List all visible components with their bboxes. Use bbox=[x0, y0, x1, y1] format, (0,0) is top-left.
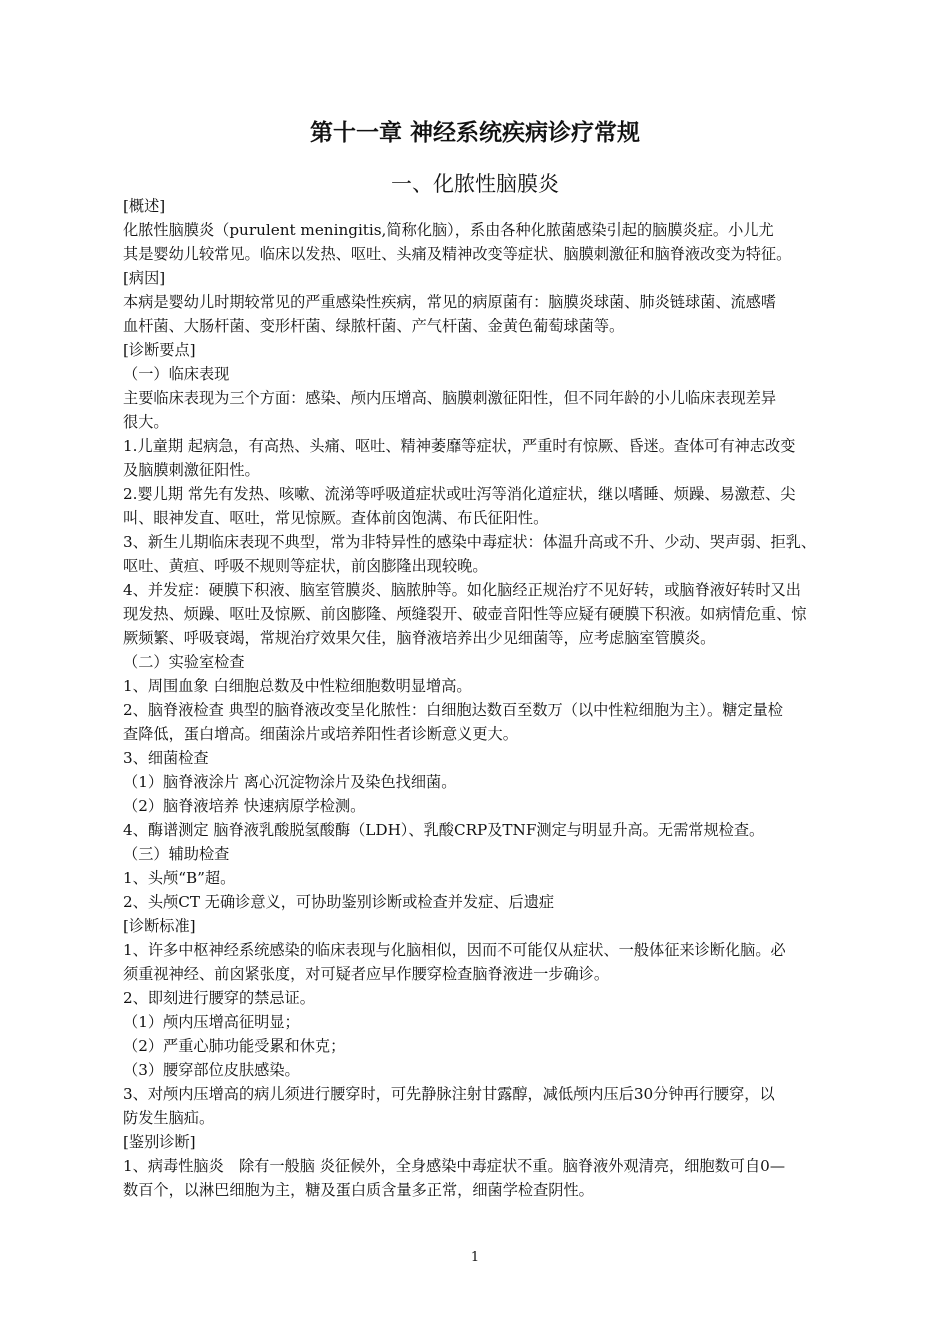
text-line: 现发热、烦躁、呕吐及惊厥、前囟膨隆、颅缝裂开、破壶音阳性等应疑有硬膜下积液。如病情危重、惊 bbox=[123, 605, 807, 623]
text-line: 叫、眼神发直、呕吐，常见惊厥。查体前囟饱满、布氏征阳性。 bbox=[123, 509, 549, 527]
text-line: 化脓性脑膜炎（purulent meningitis,简称化脑），系由各种化脓菌感染引起的脑膜炎症。小儿尤 bbox=[123, 221, 774, 239]
heading-etiology: [病因] bbox=[123, 269, 166, 287]
section-title: 一、化脓性脑膜炎 bbox=[391, 172, 559, 196]
text-line: 须重视神经、前囟紧张度，对可疑者应早作腰穿检查脑脊液进一步确诊。 bbox=[123, 965, 609, 983]
text-line: 3、新生儿期临床表现不典型，常为非特异性的感染中毒症状：体温升高或不升、少动、哭声弱、拒乳、 bbox=[123, 533, 817, 551]
text-line: 2、脑脊液检查 典型的脑脊液改变呈化脓性：白细胞达数百至数万（以中性粒细胞为主）。糖定量检 bbox=[123, 701, 783, 719]
text-line: 主要临床表现为三个方面：感染、颅内压增高、脑膜刺激征阳性，但不同年龄的小儿临床表现差异 bbox=[123, 389, 777, 407]
text-line: 本病是婴幼儿时期较常见的严重感染性疾病，常见的病原菌有：脑膜炎球菌、肺炎链球菌、流感嗜 bbox=[123, 293, 777, 311]
heading-diagnosis-points: [诊断要点] bbox=[123, 341, 196, 359]
subheading-lab: （二）实验室检查 bbox=[123, 653, 245, 671]
text-line: （2）严重心肺功能受累和休克； bbox=[123, 1037, 346, 1055]
text-line: 3、对颅内压增高的病儿须进行腰穿时，可先静脉注射甘露醇，减低颅内压后30分钟再行腰穿，以 bbox=[123, 1085, 775, 1103]
text-line: 1、病毒性脑炎 除有一般脑 炎征候外，全身感染中毒症状不重。脑脊液外观清亮，细胞数可自0— bbox=[123, 1157, 786, 1175]
text-line: 厥频繁、呼吸衰竭，常规治疗效果欠佳，脑脊液培养出少见细菌等，应考虑脑室管膜炎。 bbox=[123, 629, 716, 647]
text-line: 4、酶谱测定 脑脊液乳酸脱氢酸酶（LDH）、乳酸CRP及TNF测定与明显升高。无需常规检查。 bbox=[123, 821, 765, 839]
text-line: 2、即刻进行腰穿的禁忌证。 bbox=[123, 989, 315, 1007]
text-line: 3、细菌检查 bbox=[123, 749, 209, 767]
text-line: （1）脑脊液涂片 离心沉淀物涂片及染色找细菌。 bbox=[123, 773, 457, 791]
body-text bbox=[123, 194, 831, 1202]
heading-diagnostic-criteria: [诊断标准] bbox=[123, 917, 196, 935]
subheading-auxiliary: （三）辅助检查 bbox=[123, 845, 230, 863]
text-line: 数百个，以淋巴细胞为主，糖及蛋白质含量多正常，细菌学检查阴性。 bbox=[123, 1181, 594, 1199]
text-line: 1.儿童期 起病急，有高热、头痛、呕吐、精神萎靡等症状，严重时有惊厥、昏迷。查体可有神志改变 bbox=[123, 437, 796, 455]
text-line: 2.婴儿期 常先有发热、咳嗽、流涕等呼吸道症状或吐泻等消化道症状，继以嗜睡、烦躁、易激惹、尖 bbox=[123, 485, 796, 503]
text-line: 防发生脑疝。 bbox=[123, 1109, 215, 1127]
text-line: （1）颅内压增高征明显； bbox=[123, 1013, 300, 1031]
text-line: 1、许多中枢神经系统感染的临床表现与化脑相似，因而不可能仅从症状、一般体征来诊断化脑。必 bbox=[123, 941, 786, 959]
text-line: 1、头颅“B”超。 bbox=[123, 869, 236, 887]
heading-overview: [概述] bbox=[123, 197, 166, 215]
text-line: 很大。 bbox=[123, 413, 169, 431]
chapter-title: 第十一章 神经系统疾病诊疗常规 bbox=[309, 119, 640, 146]
text-line: 及脑膜刺激征阳性。 bbox=[123, 461, 260, 479]
text-line: 4、并发症：硬膜下积液、脑室管膜炎、脑脓肿等。如化脑经正规治疗不见好转，或脑脊液好转时又出 bbox=[123, 581, 801, 599]
text-line: 其是婴幼儿较常见。临床以发热、呕吐、头痛及精神改变等症状、脑膜刺激征和脑脊液改变为特征。 bbox=[123, 245, 792, 263]
subheading-clinical: （一）临床表现 bbox=[123, 365, 230, 383]
text-line: 血杆菌、大肠杆菌、变形杆菌、绿脓杆菌、产气杆菌、金黄色葡萄球菌等。 bbox=[123, 317, 625, 335]
text-line: 呕吐、黄疸、呼吸不规则等症状，前囟膨隆出现较晚。 bbox=[123, 557, 488, 575]
text-line: （3）腰穿部位皮肤感染。 bbox=[123, 1061, 300, 1079]
heading-differential-diagnosis: [鉴别诊断] bbox=[123, 1133, 196, 1151]
page-number: 1 bbox=[470, 1250, 480, 1265]
text-line: 1、周围血象 白细胞总数及中性粒细胞数明显增高。 bbox=[123, 677, 472, 695]
text-line: 2、头颅CT 无确诊意义，可协助鉴别诊断或检查并发症、后遗症 bbox=[123, 893, 555, 911]
text-line: （2）脑脊液培养 快速病原学检测。 bbox=[123, 797, 366, 815]
text-line: 查降低，蛋白增高。细菌涂片或培养阳性者诊断意义更大。 bbox=[123, 725, 518, 743]
